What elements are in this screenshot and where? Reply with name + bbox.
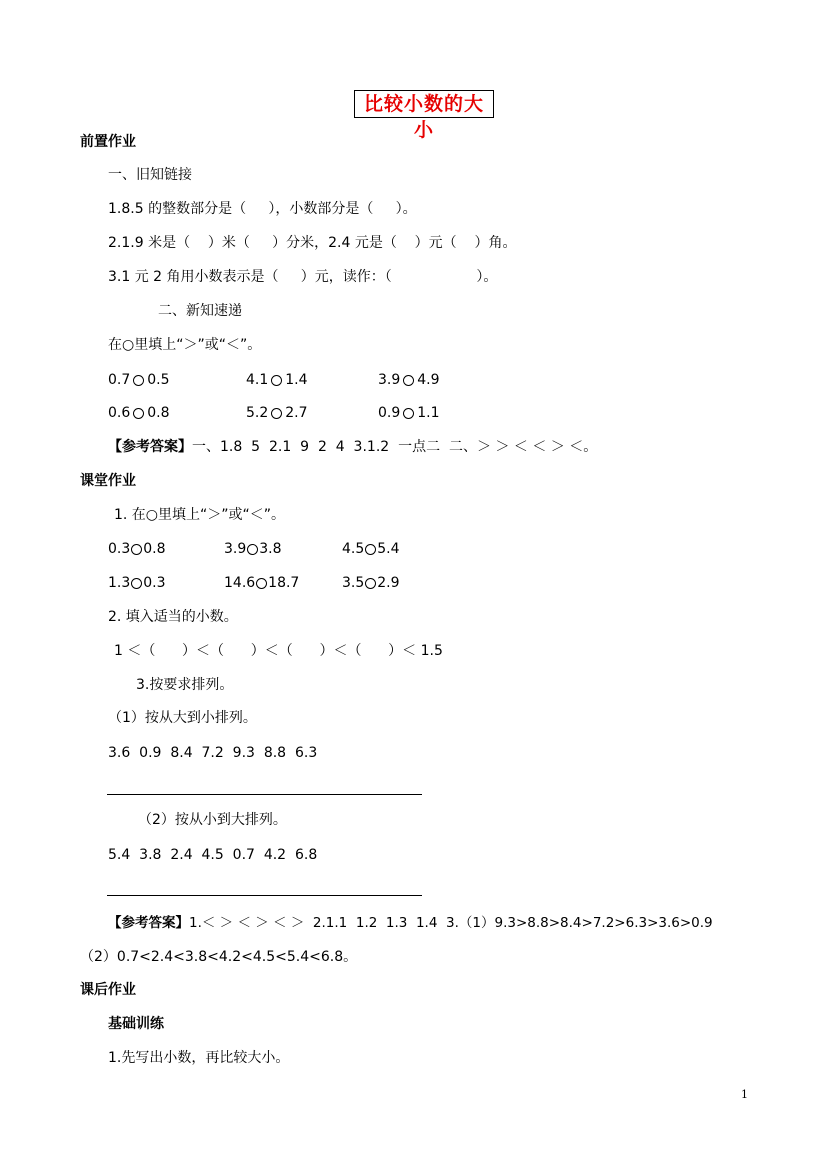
class-answer: 【参考答案】1.＜ ＞ ＜ ＞ ＜ ＞ 2.1.1 1.2 1.3 1.4 3.（1）9.3>8.8>8.4>7.2>6.3>3.6>0.9: [108, 915, 713, 931]
fill-decimals-line: 1 ＜（ ）＜（ ）＜（ ）＜（ ）＜ 1.5: [114, 643, 443, 659]
compare-item: 5.2 2.7: [246, 405, 308, 421]
class-question-3a-numbers: 3.6 0.9 8.4 7.2 9.3 8.8 6.3: [108, 745, 318, 761]
answer-circle[interactable]: [131, 578, 142, 589]
compare-item: 14.6 18.7: [224, 575, 300, 591]
pre-question-3: 3.1 元 2 角用小数表示是（ ）元，读作：（ ）。: [108, 269, 498, 285]
answer-line[interactable]: [107, 895, 422, 896]
compare-item: 0.6 0.8: [108, 405, 170, 421]
compare-item: 3.9 3.8: [224, 541, 282, 557]
compare-item: 4.5 5.4: [342, 541, 400, 557]
pre-answer: 【参考答案】一、1.8 5 2.1 9 2 4 3.1.2 一点二 二、＞ ＞ ＜ ＜ ＞ ＜。: [108, 439, 598, 455]
answer-line[interactable]: [107, 794, 422, 795]
compare-item: 4.1 1.4: [246, 372, 308, 388]
answer-circle[interactable]: [131, 544, 142, 555]
compare-item: 0.7 0.5: [108, 372, 170, 388]
compare-item: 0.9 1.1: [378, 405, 440, 421]
pre-part1-heading: 一、旧知链接: [108, 167, 192, 183]
answer-circle[interactable]: [133, 408, 144, 419]
section-heading-post: 课后作业: [80, 982, 136, 998]
pre-part2-heading: 二、新知速递: [158, 303, 242, 319]
class-question-3b: （2）按从小到大排列。: [138, 812, 287, 828]
class-question-3a: （1）按从大到小排列。: [108, 710, 257, 726]
section-heading-pre: 前置作业: [80, 134, 136, 150]
answer-circle[interactable]: [403, 408, 414, 419]
answer-circle[interactable]: [365, 544, 376, 555]
class-question-3b-numbers: 5.4 3.8 2.4 4.5 0.7 4.2 6.8: [108, 847, 318, 863]
class-question-1: 1. 在○里填上“＞”或“＜”。: [114, 507, 286, 523]
compare-item: 3.5 2.9: [342, 575, 400, 591]
compare-item: 0.3 0.8: [108, 541, 166, 557]
compare-item: 3.9 4.9: [378, 372, 440, 388]
pre-instruction: 在○里填上“＞”或“＜”。: [108, 337, 262, 353]
answer-circle[interactable]: [256, 578, 267, 589]
pre-question-2: 2.1.9 米是（ ）米（ ）分米，2.4 元是（ ）元（ ）角。: [108, 235, 517, 251]
post-question-1: 1.先写出小数，再比较大小。: [108, 1050, 290, 1066]
answer-circle[interactable]: [271, 375, 282, 386]
compare-item: 1.3 0.3: [108, 575, 166, 591]
class-question-3: 3.按要求排列。: [136, 677, 234, 693]
class-question-2: 2. 填入适当的小数。: [108, 609, 238, 625]
answer-circle[interactable]: [133, 375, 144, 386]
post-subheading: 基础训练: [108, 1016, 164, 1032]
page-title: 比较小数的大小: [354, 90, 494, 118]
pre-question-1: 1.8.5 的整数部分是（ ），小数部分是（ ）。: [108, 201, 417, 217]
answer-circle[interactable]: [247, 544, 258, 555]
answer-circle[interactable]: [271, 408, 282, 419]
section-heading-class: 课堂作业: [80, 473, 136, 489]
answer-circle[interactable]: [403, 375, 414, 386]
class-answer-continued: （2）0.7<2.4<3.8<4.2<4.5<5.4<6.8。: [80, 949, 358, 965]
page-number: 1: [741, 1088, 748, 1101]
answer-circle[interactable]: [365, 578, 376, 589]
